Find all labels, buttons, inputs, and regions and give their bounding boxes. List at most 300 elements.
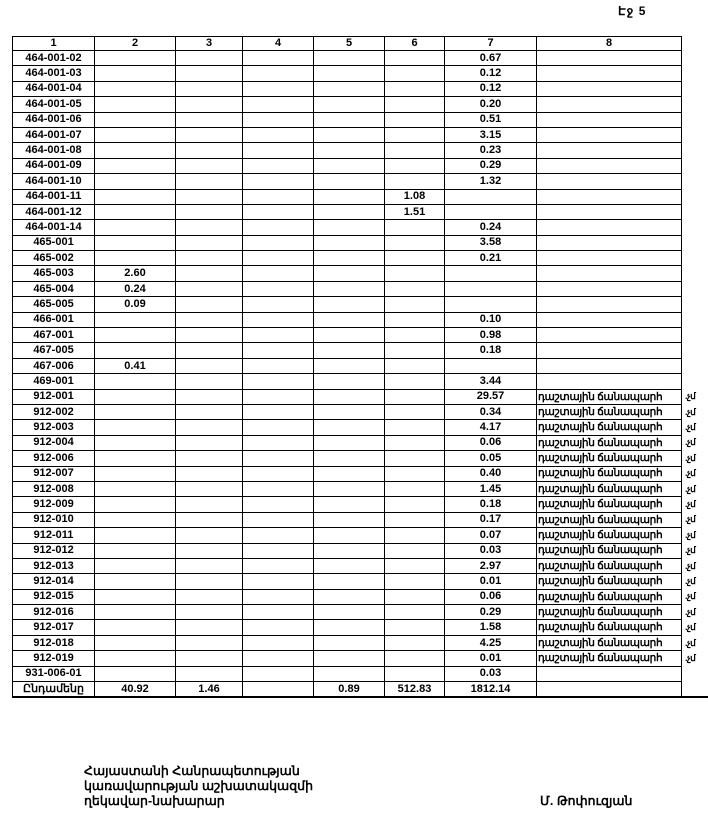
table-row <box>13 97 708 112</box>
table-row <box>13 651 708 666</box>
value-cell-col2 <box>95 666 176 681</box>
value-cell-col6 <box>385 51 445 66</box>
outside-margin-note <box>682 158 708 173</box>
value-cell-col3 <box>176 220 243 235</box>
outside-margin-note <box>682 66 708 81</box>
value-cell-col2 <box>95 312 176 327</box>
table-row <box>13 66 708 81</box>
value-cell-col7: 0.51 <box>445 112 537 127</box>
value-cell-col6 <box>385 574 445 589</box>
table-row <box>13 543 708 558</box>
value-cell-col3 <box>176 328 243 343</box>
value-cell-col6 <box>385 251 445 266</box>
table-row <box>13 451 708 466</box>
row-note-cell: դաշտային ճանապարհ <box>537 404 682 419</box>
table-row <box>13 235 708 250</box>
row-note-cell: դաշտային ճանապարհ <box>537 574 682 589</box>
row-note-cell <box>537 143 682 158</box>
value-cell-col7: 1.58 <box>445 620 537 635</box>
value-cell-col2: 0.09 <box>95 297 176 312</box>
value-cell-col3 <box>176 189 243 204</box>
value-cell-col5 <box>314 558 385 573</box>
value-cell-col7: 3.15 <box>445 127 537 142</box>
value-cell-col3 <box>176 235 243 250</box>
row-code-cell: 931-006-01 <box>13 666 95 681</box>
value-cell-col4 <box>243 51 314 66</box>
value-cell-col5 <box>314 127 385 142</box>
value-cell-col2 <box>95 543 176 558</box>
row-note-cell <box>537 358 682 373</box>
table-row <box>13 574 708 589</box>
outside-margin-note <box>682 220 708 235</box>
value-cell-col2 <box>95 435 176 450</box>
table-row <box>13 312 708 327</box>
value-cell-col2: 40.92 <box>95 682 176 698</box>
table-row <box>13 666 708 681</box>
value-cell-col5 <box>314 574 385 589</box>
value-cell-col2 <box>95 605 176 620</box>
value-cell-col4 <box>243 127 314 142</box>
value-cell-col2 <box>95 127 176 142</box>
table-row <box>13 112 708 127</box>
value-cell-col4 <box>243 420 314 435</box>
value-cell-col6 <box>385 328 445 343</box>
value-cell-col4 <box>243 589 314 604</box>
value-cell-col5 <box>314 204 385 219</box>
value-cell-col2 <box>95 66 176 81</box>
outside-margin-note: .չմ <box>685 575 696 586</box>
row-note-cell <box>537 174 682 189</box>
value-cell-col3 <box>176 497 243 512</box>
value-cell-col4 <box>243 143 314 158</box>
value-cell-col5 <box>314 497 385 512</box>
value-cell-col4 <box>243 435 314 450</box>
value-cell-col4 <box>243 281 314 296</box>
value-cell-col4 <box>243 651 314 666</box>
table-row <box>13 343 708 358</box>
table-row <box>13 558 708 573</box>
value-cell-col2 <box>95 466 176 481</box>
value-cell-col6 <box>385 97 445 112</box>
value-cell-col4 <box>243 158 314 173</box>
table-row <box>13 589 708 604</box>
value-cell-col4 <box>243 81 314 96</box>
value-cell-col3 <box>176 204 243 219</box>
value-cell-col7: 1.45 <box>445 481 537 496</box>
value-cell-col2: 2.60 <box>95 266 176 281</box>
row-code-cell: 464-001-07 <box>13 127 95 142</box>
value-cell-col7 <box>445 281 537 296</box>
value-cell-col5 <box>314 189 385 204</box>
value-cell-col4 <box>243 358 314 373</box>
value-cell-col5 <box>314 174 385 189</box>
column-header-7: 7 <box>445 37 537 51</box>
row-code-cell: 912-012 <box>13 543 95 558</box>
row-note-cell: դաշտային ճանապարհ <box>537 435 682 450</box>
row-code-cell: 465-004 <box>13 281 95 296</box>
value-cell-col6 <box>385 605 445 620</box>
value-cell-col5 <box>314 51 385 66</box>
outside-margin-note <box>682 312 708 327</box>
row-note-cell <box>537 343 682 358</box>
value-cell-col6 <box>385 620 445 635</box>
value-cell-col2 <box>95 497 176 512</box>
outside-margin-note: .չմ <box>685 652 696 663</box>
value-cell-col5 <box>314 251 385 266</box>
outside-margin-note: .չմ <box>685 483 696 494</box>
value-cell-col6 <box>385 81 445 96</box>
value-cell-col5 <box>314 281 385 296</box>
value-cell-col5 <box>314 404 385 419</box>
value-cell-col2 <box>95 235 176 250</box>
value-cell-col7: 0.03 <box>445 543 537 558</box>
value-cell-col2 <box>95 328 176 343</box>
value-cell-col7: 1812.14 <box>445 682 537 698</box>
row-code-cell: 464-001-08 <box>13 143 95 158</box>
value-cell-col7 <box>445 189 537 204</box>
value-cell-col5 <box>314 374 385 389</box>
value-cell-col4 <box>243 543 314 558</box>
table-row <box>13 404 708 419</box>
value-cell-col5 <box>314 235 385 250</box>
value-cell-col2 <box>95 143 176 158</box>
value-cell-col7: 0.29 <box>445 605 537 620</box>
value-cell-col2 <box>95 389 176 404</box>
value-cell-col4 <box>243 512 314 527</box>
row-code-cell: 912-003 <box>13 420 95 435</box>
table-row <box>13 158 708 173</box>
value-cell-col6 <box>385 451 445 466</box>
value-cell-col7: 0.18 <box>445 343 537 358</box>
row-note-cell <box>537 297 682 312</box>
value-cell-col5 <box>314 466 385 481</box>
value-cell-col5 <box>314 97 385 112</box>
row-code-cell: 464-001-06 <box>13 112 95 127</box>
outside-margin-note: .չմ <box>685 437 696 448</box>
row-code-cell: 912-016 <box>13 605 95 620</box>
value-cell-col6 <box>385 174 445 189</box>
value-cell-col6 <box>385 651 445 666</box>
value-cell-col7: 4.17 <box>445 420 537 435</box>
row-code-cell: 464-001-05 <box>13 97 95 112</box>
outside-margin-note <box>682 358 708 373</box>
table-row <box>13 358 708 373</box>
outside-margin-note: .չմ <box>685 452 696 463</box>
value-cell-col6: 512.83 <box>385 682 445 698</box>
outside-margin-note <box>682 666 708 681</box>
row-note-cell <box>537 204 682 219</box>
value-cell-col7: 0.17 <box>445 512 537 527</box>
value-cell-col7: 4.25 <box>445 635 537 650</box>
value-cell-col2 <box>95 451 176 466</box>
value-cell-col3 <box>176 466 243 481</box>
row-code-cell: 912-014 <box>13 574 95 589</box>
value-cell-col5 <box>314 343 385 358</box>
column-header-3: 3 <box>176 37 243 51</box>
value-cell-col6 <box>385 312 445 327</box>
value-cell-col6 <box>385 481 445 496</box>
column-header-outside <box>682 37 708 51</box>
outside-margin-note: .չմ <box>685 529 696 540</box>
row-note-cell <box>537 251 682 266</box>
row-code-cell: 467-006 <box>13 358 95 373</box>
value-cell-col4 <box>243 466 314 481</box>
value-cell-col6 <box>385 635 445 650</box>
value-cell-col5: 0.89 <box>314 682 385 698</box>
value-cell-col5 <box>314 158 385 173</box>
value-cell-col4 <box>243 558 314 573</box>
row-note-cell <box>537 312 682 327</box>
row-code-cell: 464-001-09 <box>13 158 95 173</box>
value-cell-col3 <box>176 528 243 543</box>
outside-margin-note: .չմ <box>685 606 696 617</box>
column-header-2: 2 <box>95 37 176 51</box>
value-cell-col3 <box>176 97 243 112</box>
row-note-cell: դաշտային ճանապարհ <box>537 589 682 604</box>
value-cell-col3 <box>176 266 243 281</box>
value-cell-col2 <box>95 174 176 189</box>
table-row <box>13 528 708 543</box>
value-cell-col3 <box>176 420 243 435</box>
row-code-cell: 464-001-03 <box>13 66 95 81</box>
row-code-cell: 464-001-11 <box>13 189 95 204</box>
row-code-cell: 466-001 <box>13 312 95 327</box>
table-row <box>13 374 708 389</box>
value-cell-col6 <box>385 127 445 142</box>
row-note-cell <box>537 220 682 235</box>
data-table <box>12 36 708 698</box>
table-row <box>13 51 708 66</box>
value-cell-col7: 0.21 <box>445 251 537 266</box>
row-note-cell <box>537 374 682 389</box>
value-cell-col6 <box>385 158 445 173</box>
row-note-cell: դաշտային ճանապարհ <box>537 651 682 666</box>
value-cell-col5 <box>314 220 385 235</box>
value-cell-col5 <box>314 435 385 450</box>
value-cell-col6 <box>385 358 445 373</box>
outside-margin-note <box>682 127 708 142</box>
row-code-cell: 912-009 <box>13 497 95 512</box>
table-row <box>13 204 708 219</box>
row-code-cell: 912-013 <box>13 558 95 573</box>
value-cell-col4 <box>243 666 314 681</box>
row-code-cell: 464-001-12 <box>13 204 95 219</box>
value-cell-col3 <box>176 312 243 327</box>
value-cell-col4 <box>243 251 314 266</box>
value-cell-col3 <box>176 558 243 573</box>
outside-margin-note: .չմ <box>685 406 696 417</box>
row-note-cell <box>537 66 682 81</box>
value-cell-col5 <box>314 451 385 466</box>
outside-margin-note <box>682 682 708 698</box>
column-header-8: 8 <box>537 37 682 51</box>
value-cell-col7: 0.20 <box>445 97 537 112</box>
value-cell-col4 <box>243 528 314 543</box>
value-cell-col6 <box>385 281 445 296</box>
value-cell-col7: 0.06 <box>445 435 537 450</box>
value-cell-col3 <box>176 143 243 158</box>
value-cell-col3 <box>176 451 243 466</box>
row-code-cell: 912-019 <box>13 651 95 666</box>
table-row <box>13 481 708 496</box>
value-cell-col7 <box>445 204 537 219</box>
outside-margin-note: .չմ <box>685 545 696 556</box>
value-cell-col4 <box>243 97 314 112</box>
row-code-cell: 464-001-14 <box>13 220 95 235</box>
value-cell-col4 <box>243 343 314 358</box>
value-cell-col7: 0.05 <box>445 451 537 466</box>
value-cell-col4 <box>243 620 314 635</box>
row-note-cell: դաշտային ճանապարհ <box>537 605 682 620</box>
value-cell-col5 <box>314 389 385 404</box>
outside-margin-note <box>682 81 708 96</box>
value-cell-col7: 3.58 <box>445 235 537 250</box>
row-note-cell: դաշտային ճանապարհ <box>537 528 682 543</box>
outside-margin-note: .չմ <box>685 499 696 510</box>
value-cell-col3 <box>176 358 243 373</box>
value-cell-col3 <box>176 66 243 81</box>
row-code-cell: 912-008 <box>13 481 95 496</box>
outside-margin-note: .չմ <box>685 560 696 571</box>
value-cell-col2 <box>95 635 176 650</box>
outside-margin-note <box>682 235 708 250</box>
value-cell-col6: 1.51 <box>385 204 445 219</box>
value-cell-col7 <box>445 358 537 373</box>
value-cell-col3 <box>176 343 243 358</box>
value-cell-col4 <box>243 266 314 281</box>
outside-margin-note <box>682 143 708 158</box>
table-row <box>13 420 708 435</box>
value-cell-col3 <box>176 112 243 127</box>
value-cell-col5 <box>314 266 385 281</box>
value-cell-col7: 0.18 <box>445 497 537 512</box>
value-cell-col2: 0.24 <box>95 281 176 296</box>
row-note-cell: դաշտային ճանապարհ <box>537 420 682 435</box>
value-cell-col7: 0.01 <box>445 574 537 589</box>
column-header-1: 1 <box>13 37 95 51</box>
value-cell-col5 <box>314 312 385 327</box>
value-cell-col7 <box>445 297 537 312</box>
row-note-cell <box>537 682 682 698</box>
value-cell-col2: 0.41 <box>95 358 176 373</box>
row-note-cell: դաշտային ճանապարհ <box>537 558 682 573</box>
value-cell-col6 <box>385 112 445 127</box>
table-row <box>13 127 708 142</box>
table-row <box>13 220 708 235</box>
outside-margin-note: .չմ <box>685 391 696 402</box>
value-cell-col7: 0.40 <box>445 466 537 481</box>
value-cell-col7: 3.44 <box>445 374 537 389</box>
table-rows <box>13 51 708 698</box>
row-note-cell <box>537 112 682 127</box>
row-code-cell: 465-005 <box>13 297 95 312</box>
page-number-label: Էջ 5 <box>618 4 647 18</box>
row-code-cell: 912-017 <box>13 620 95 635</box>
table-row <box>13 266 708 281</box>
value-cell-col6 <box>385 512 445 527</box>
value-cell-col3 <box>176 158 243 173</box>
outside-margin-note <box>682 97 708 112</box>
value-cell-col4 <box>243 112 314 127</box>
value-cell-col6 <box>385 66 445 81</box>
value-cell-col4 <box>243 235 314 250</box>
row-code-cell: 912-007 <box>13 466 95 481</box>
row-note-cell <box>537 266 682 281</box>
footer-line-1: Հայաստանի Հանրապետության <box>84 764 300 778</box>
value-cell-col4 <box>243 374 314 389</box>
value-cell-col5 <box>314 589 385 604</box>
total-row <box>13 682 708 698</box>
table-row <box>13 435 708 450</box>
table-row <box>13 251 708 266</box>
row-note-cell: դաշտային ճանապարհ <box>537 543 682 558</box>
value-cell-col3 <box>176 251 243 266</box>
value-cell-col5 <box>314 143 385 158</box>
value-cell-col6 <box>385 404 445 419</box>
row-note-cell: դաշտային ճանապարհ <box>537 481 682 496</box>
value-cell-col5 <box>314 358 385 373</box>
value-cell-col2 <box>95 158 176 173</box>
value-cell-col7: 0.01 <box>445 651 537 666</box>
value-cell-col7: 0.23 <box>445 143 537 158</box>
row-note-cell <box>537 235 682 250</box>
row-note-cell: դաշտային ճանապարհ <box>537 497 682 512</box>
value-cell-col4 <box>243 635 314 650</box>
table-row <box>13 297 708 312</box>
column-header-5: 5 <box>314 37 385 51</box>
table-row <box>13 143 708 158</box>
value-cell-col3 <box>176 574 243 589</box>
value-cell-col7: 2.97 <box>445 558 537 573</box>
value-cell-col3 <box>176 127 243 142</box>
row-note-cell <box>537 281 682 296</box>
value-cell-col6 <box>385 543 445 558</box>
value-cell-col7: 0.12 <box>445 66 537 81</box>
row-note-cell: դաշտային ճանապարհ <box>537 635 682 650</box>
value-cell-col4 <box>243 574 314 589</box>
value-cell-col3 <box>176 174 243 189</box>
value-cell-col6 <box>385 389 445 404</box>
value-cell-col7: 0.10 <box>445 312 537 327</box>
footer-line-3: ղեկավար-նախարար <box>84 793 225 808</box>
value-cell-col7 <box>445 266 537 281</box>
value-cell-col5 <box>314 297 385 312</box>
value-cell-col2 <box>95 620 176 635</box>
value-cell-col6 <box>385 420 445 435</box>
row-code-cell: 912-011 <box>13 528 95 543</box>
value-cell-col7: 0.12 <box>445 81 537 96</box>
value-cell-col4 <box>243 389 314 404</box>
value-cell-col4 <box>243 682 314 698</box>
value-cell-col7: 0.29 <box>445 158 537 173</box>
value-cell-col7: 0.67 <box>445 51 537 66</box>
outside-margin-note <box>682 297 708 312</box>
value-cell-col3 <box>176 481 243 496</box>
value-cell-col6 <box>385 528 445 543</box>
value-cell-col4 <box>243 66 314 81</box>
value-cell-col2 <box>95 589 176 604</box>
value-cell-col2 <box>95 81 176 96</box>
value-cell-col2 <box>95 651 176 666</box>
value-cell-col3 <box>176 435 243 450</box>
row-note-cell <box>537 97 682 112</box>
table-row <box>13 81 708 96</box>
row-note-cell: դաշտային ճանապարհ <box>537 451 682 466</box>
value-cell-col2 <box>95 220 176 235</box>
value-cell-col2 <box>95 97 176 112</box>
value-cell-col5 <box>314 328 385 343</box>
value-cell-col3 <box>176 281 243 296</box>
